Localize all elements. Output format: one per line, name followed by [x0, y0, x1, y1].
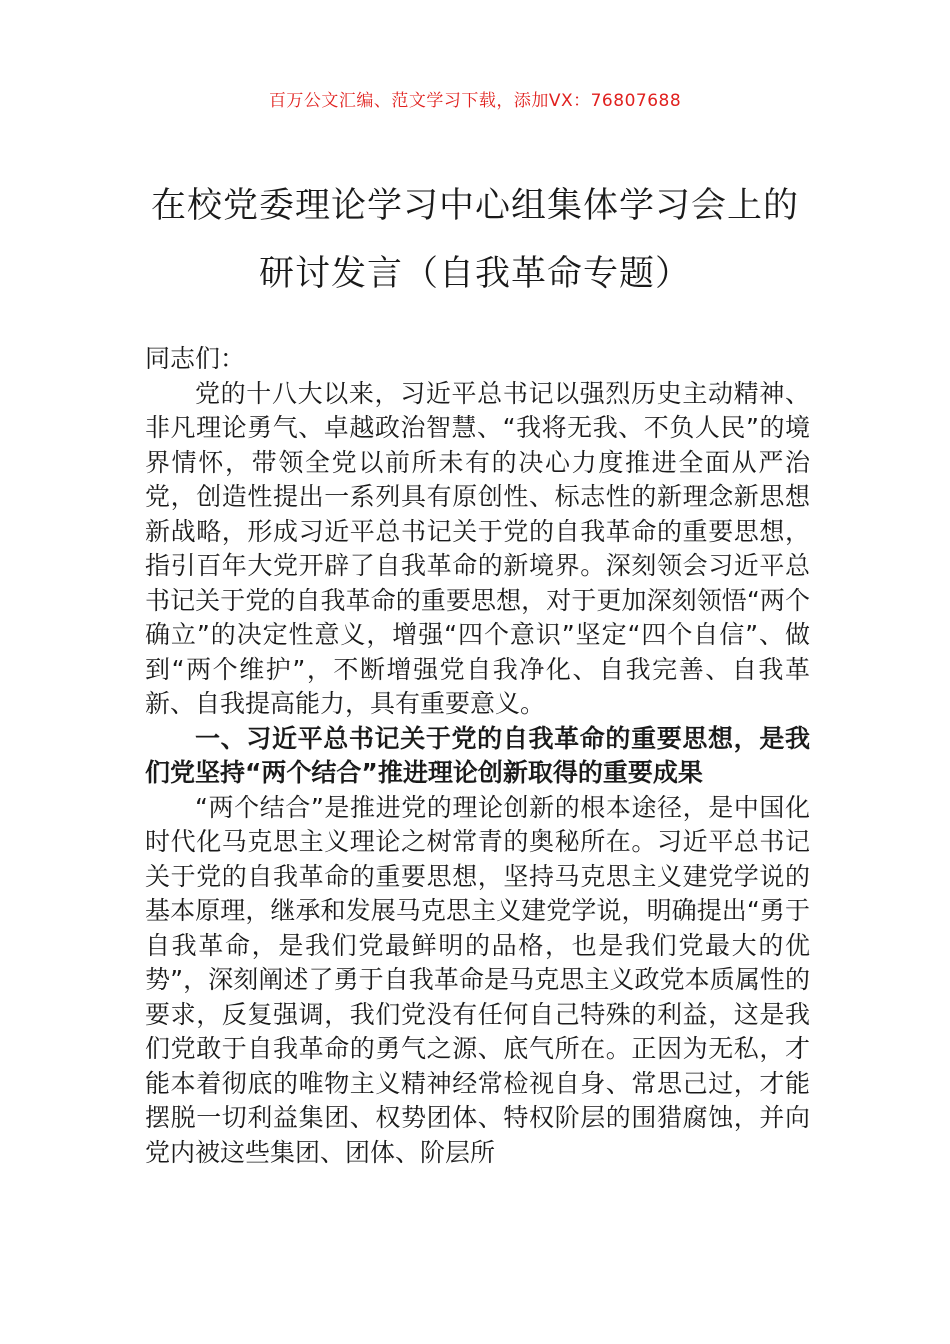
salutation: 同志们：	[145, 344, 246, 373]
document-body	[145, 342, 810, 1170]
header-watermark-note: 百万公文汇编、范文学习下载，添加VX：76807688	[268, 91, 682, 111]
document-title-line-1: 在校党委理论学习中心组集体学习会上的	[150, 186, 799, 226]
paragraph-intro: 党的十八大以来，习近平总书记以强烈历史主动精神、非凡理论勇气、卓越政治智慧、“我将无我、不负人民”的境界情怀，带领全党以前所未有的决心力度推进全面从严治党，创造性提出一系列具有原创性、标志性的新理念新思想新战略，形成习近平总书记关于党的自我革命的重要思想，指引百年大党开辟了自我革命的新境界。深刻领会习近平总书记关于党的自我革命的重要思想，对于更加深刻领悟“两个确立”的决定性意义，增强“四个意识”坚定“四个自信”、做到“两个维护”，不断增强党自我净化、自我完善、自我革新、自我提高能力，具有重要意义。	[145, 378, 810, 718]
document-title-line-2: 研讨发言（自我革命专题）	[258, 254, 691, 294]
paragraph-section-1: “两个结合”是推进党的理论创新的根本途径，是中国化时代化马克思主义理论之树常青的奥秘所在。习近平总书记关于党的自我革命的重要思想，坚持马克思主义建党学说的基本原理，继承和发展马克思主义建党学说，明确提出“勇于自我革命，是我们党最鲜明的品格，也是我们党最大的优势”，深刻阐述了勇于自我革命是马克思主义政党本质属性的要求，反复强调，我们党没有任何自己特殊的利益，这是我们党敢于自我革命的勇气之源、底气所在。正因为无私，才能本着彻底的唯物主义精神经常检视自身、常思己过，才能摆脱一切利益集团、权势团体、特权阶层的围猎腐蚀，并向党内被这些集团、团体、阶层所	[145, 792, 810, 1167]
section-heading-1: 一、习近平总书记关于党的自我革命的重要思想，是我们党坚持“两个结合”推进理论创新取得的重要成果	[145, 723, 810, 787]
